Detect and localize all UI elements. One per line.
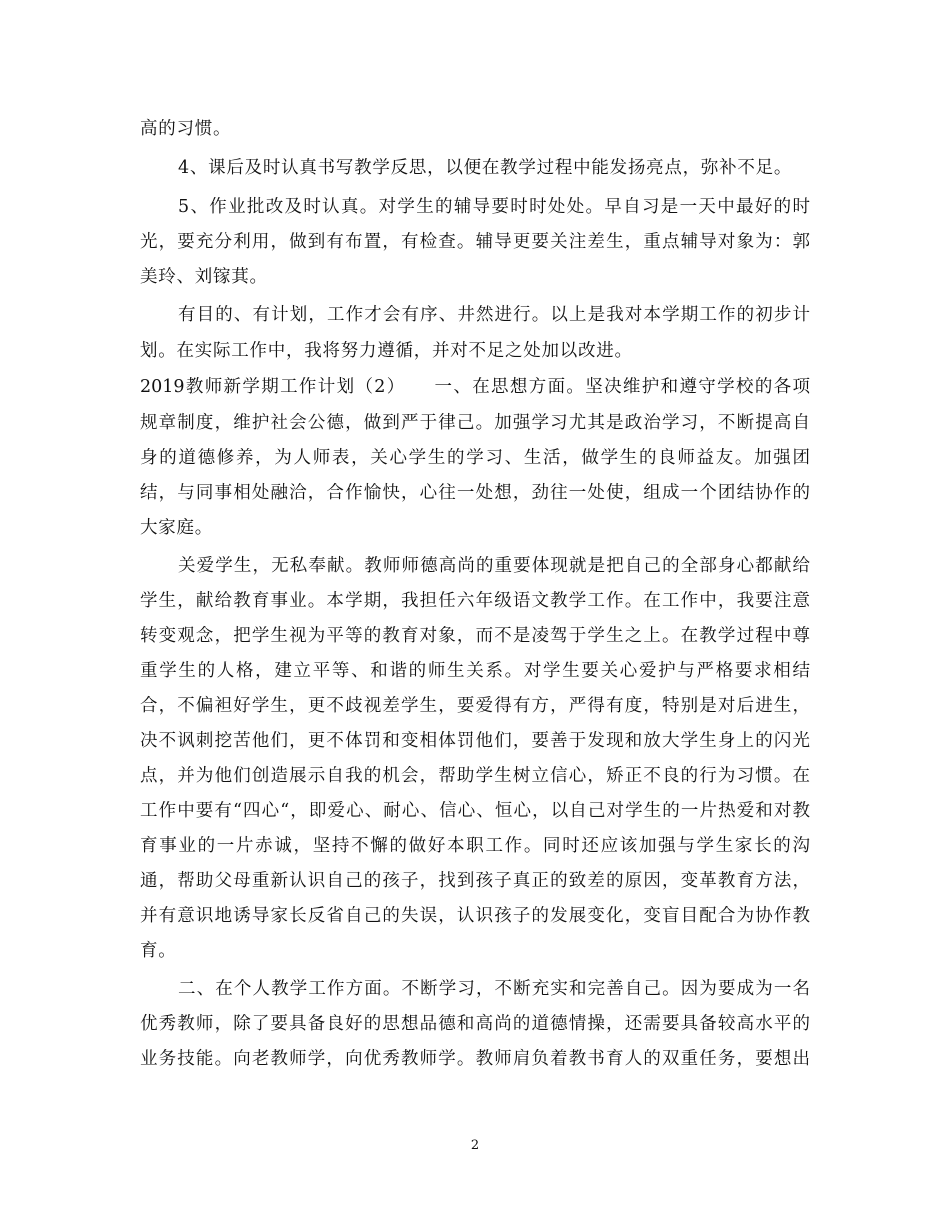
text-line: 大家庭。 xyxy=(140,518,213,538)
text-line: 优秀教师，除了要具备良好的思想品德和高尚的道德情操，还需要具备较高水平的 xyxy=(140,1014,810,1034)
text-line: 决不讽刺挖苦他们，更不体罚和变相体罚他们，要善于发现和放大学生身上的闪光 xyxy=(140,731,810,751)
text-line: 美玲、刘镓萁。 xyxy=(140,267,268,287)
text-line: 4、课后及时认真书写教学反思，以便在教学过程中能发扬亮点，弥补不足。 xyxy=(178,158,793,178)
text-line: 5、作业批改及时认真。对学生的辅导要时时处处。早自习是一天中最好的时 xyxy=(178,197,810,217)
text-line: 划。在实际工作中，我将努力遵循，并对不足之处加以改进。 xyxy=(140,341,633,361)
text-line: 2019教师新学期工作计划（2） 一、在思想方面。坚决维护和遵守学校的各项 xyxy=(140,377,810,397)
text-line: 合，不偏袒好学生，更不歧视差学生，要爱得有方，严得有度，特别是对后进生， xyxy=(140,696,810,716)
text-line: 转变观念，把学生视为平等的教育对象，而不是凌驾于学生之上。在教学过程中尊 xyxy=(140,626,810,646)
text-line: 有目的、有计划，工作才会有序、井然进行。以上是我对本学期工作的初步计 xyxy=(178,305,810,325)
text-line: 学生，献给教育事业。本学期，我担任六年级语文教学工作。在工作中，我要注意 xyxy=(140,591,810,611)
text-line: 规章制度，维护社会公德，做到严于律己。加强学习尤其是政治学习，不断提高自 xyxy=(140,413,810,433)
text-line: 光，要充分利用，做到有布置，有检查。辅导更要关注差生，重点辅导对象为：郭 xyxy=(140,232,810,252)
text-line: 工作中要有“四心“，即爱心、耐心、信心、恒心，以自己对学生的一片热爱和对教 xyxy=(140,801,810,821)
text-line: 身的道德修养，为人师表，关心学生的学习、生活，做学生的良师益友。加强团 xyxy=(140,448,810,468)
text-line: 结，与同事相处融洽，合作愉快，心往一处想，劲往一处使，组成一个团结协作的 xyxy=(140,483,810,503)
page-number: 2 xyxy=(470,1138,480,1153)
text-line: 高的习惯。 xyxy=(140,119,232,139)
text-line: 关爱学生，无私奉献。教师师德高尚的重要体现就是把自己的全部身心都献给 xyxy=(178,556,810,576)
text-line: 育。 xyxy=(140,941,177,961)
text-line: 通，帮助父母重新认识自己的孩子，找到孩子真正的致差的原因，变革教育方法， xyxy=(140,871,810,891)
text-line: 并有意识地诱导家长反省自己的失误，认识孩子的发展变化，变盲目配合为协作教 xyxy=(140,906,810,926)
text-line: 二、在个人教学工作方面。不断学习，不断充实和完善自己。因为要成为一名 xyxy=(178,979,810,999)
text-line: 点，并为他们创造展示自我的机会，帮助学生树立信心，矫正不良的行为习惯。在 xyxy=(140,766,810,786)
text-line: 育事业的一片赤诚，坚持不懈的做好本职工作。同时还应该加强与学生家长的沟 xyxy=(140,836,810,856)
text-line: 重学生的人格，建立平等、和谐的师生关系。对学生要关心爱护与严格要求相结 xyxy=(140,661,810,681)
text-line: 业务技能。向老教师学，向优秀教师学。教师肩负着教书育人的双重任务，要想出 xyxy=(140,1049,810,1069)
